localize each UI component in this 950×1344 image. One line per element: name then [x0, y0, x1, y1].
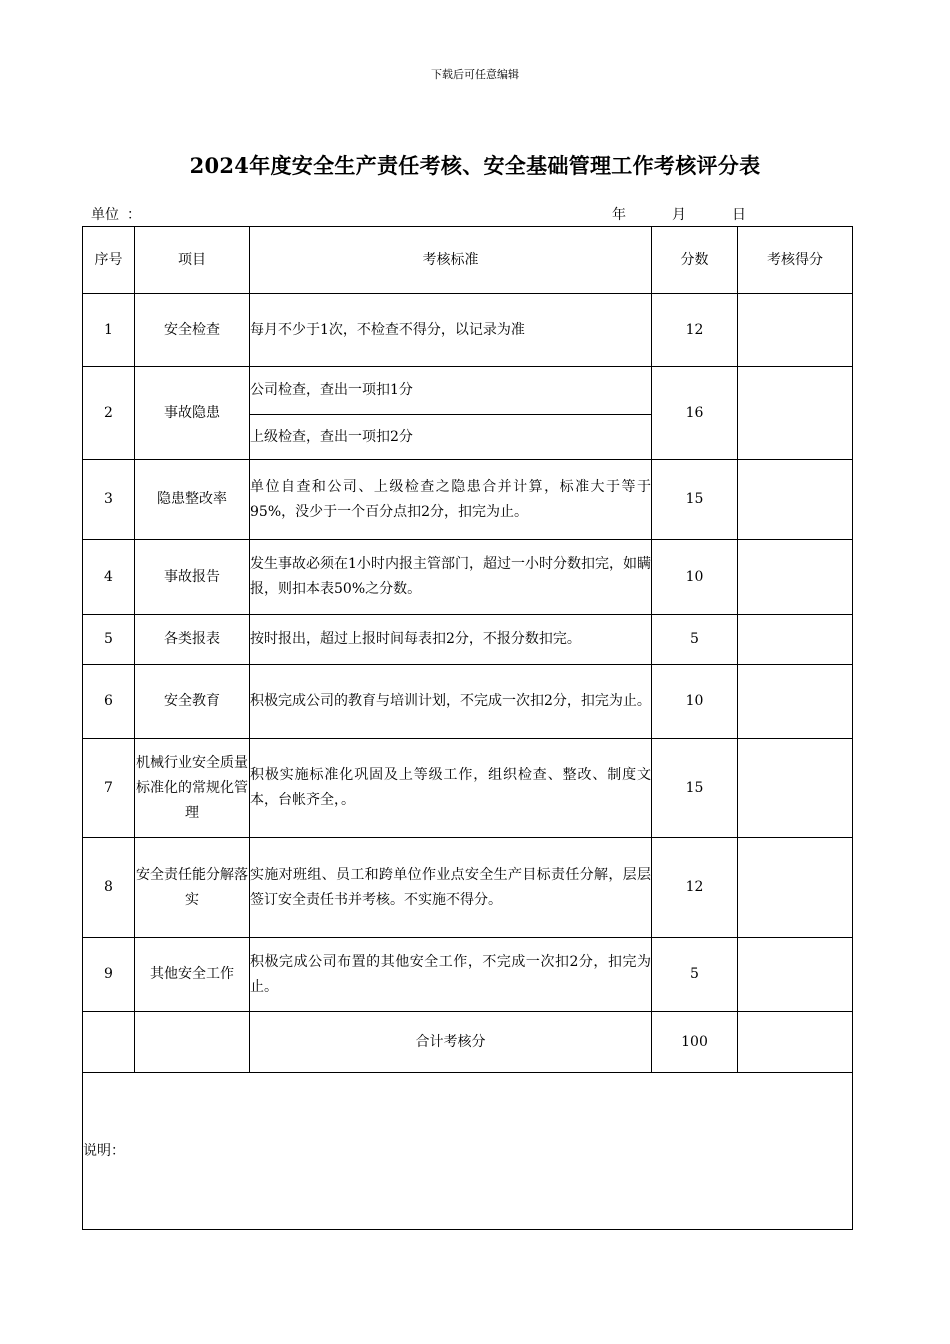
header-score: 分数 — [652, 227, 738, 294]
table-row — [83, 665, 853, 739]
header-item: 项目 — [135, 227, 250, 294]
row-no: 5 — [83, 615, 135, 665]
row-criteria: 积极完成公司布置的其他安全工作，不完成一次扣2分，扣完为止。 — [250, 938, 652, 1012]
total-label: 合计考核分 — [250, 1012, 652, 1073]
table-row — [83, 367, 853, 415]
unit-field — [91, 204, 141, 224]
unit-colon: ： — [127, 207, 141, 223]
table-row — [83, 739, 853, 838]
row-result-cell[interactable] — [738, 615, 853, 665]
row-score: 10 — [652, 540, 738, 615]
total-row — [83, 1012, 853, 1073]
row-no: 6 — [83, 665, 135, 739]
row-criteria: 上级检查，查出一项扣2分 — [250, 415, 652, 460]
row-score: 16 — [652, 367, 738, 460]
row-criteria: 单位自查和公司、上级检查之隐患合并计算，标准大于等于95%，没少于一个百分点扣2分，扣完为止。 — [250, 460, 652, 540]
row-item: 安全责任能分解落实 — [135, 838, 250, 938]
row-no: 3 — [83, 460, 135, 540]
total-no-cell — [83, 1012, 135, 1073]
table-row — [83, 838, 853, 938]
month-label: 月 — [672, 207, 686, 223]
row-no: 1 — [83, 294, 135, 367]
row-score: 10 — [652, 665, 738, 739]
year-label: 年 — [612, 207, 626, 223]
row-no: 9 — [83, 938, 135, 1012]
date-field — [612, 204, 746, 224]
row-score: 15 — [652, 460, 738, 540]
row-item: 安全检查 — [135, 294, 250, 367]
row-score: 12 — [652, 838, 738, 938]
row-item: 隐患整改率 — [135, 460, 250, 540]
table-row — [83, 615, 853, 665]
row-item: 事故隐患 — [135, 367, 250, 460]
row-score: 15 — [652, 739, 738, 838]
row-no: 2 — [83, 367, 135, 460]
total-score: 100 — [652, 1012, 738, 1073]
row-no: 4 — [83, 540, 135, 615]
row-result-cell[interactable] — [738, 938, 853, 1012]
row-criteria: 按时报出，超过上报时间每表扣2分，不报分数扣完。 — [250, 615, 652, 665]
table-row — [83, 938, 853, 1012]
row-criteria: 实施对班组、员工和跨单位作业点安全生产目标责任分解，层层签订安全责任书并考核。不实施不得分。 — [250, 838, 652, 938]
page-title: 2024年度安全生产责任考核、安全基础管理工作考核评分表 — [189, 153, 761, 178]
row-result-cell[interactable] — [738, 665, 853, 739]
day-label: 日 — [732, 207, 746, 223]
header-criteria: 考核标准 — [250, 227, 652, 294]
total-item-cell — [135, 1012, 250, 1073]
remark-label: 说明： — [83, 1142, 125, 1159]
row-item: 事故报告 — [135, 540, 250, 615]
total-result-cell[interactable] — [738, 1012, 853, 1073]
row-result-cell[interactable] — [738, 739, 853, 838]
table-header-row — [83, 227, 853, 294]
row-no: 7 — [83, 739, 135, 838]
row-result-cell[interactable] — [738, 838, 853, 938]
table-row — [83, 540, 853, 615]
header-result: 考核得分 — [738, 227, 853, 294]
row-result-cell[interactable] — [738, 460, 853, 540]
header-note: 下载后可任意编辑 — [431, 68, 519, 81]
table-row — [83, 460, 853, 540]
header-no: 序号 — [83, 227, 135, 294]
remark-row — [83, 1073, 853, 1230]
row-item: 机械行业安全质量标准化的常规化管理 — [135, 739, 250, 838]
remark-cell[interactable] — [83, 1073, 853, 1230]
row-score: 5 — [652, 615, 738, 665]
row-item: 其他安全工作 — [135, 938, 250, 1012]
row-criteria: 公司检查，查出一项扣1分 — [250, 367, 652, 415]
unit-label: 单位 — [91, 207, 119, 223]
row-criteria: 积极实施标准化巩固及上等级工作，组织检查、整改、制度文本，台帐齐全，。 — [250, 739, 652, 838]
row-criteria: 发生事故必须在1小时内报主管部门，超过一小时分数扣完，如瞒报，则扣本表50%之分数。 — [250, 540, 652, 615]
table-row — [83, 294, 853, 367]
row-score: 5 — [652, 938, 738, 1012]
row-item: 安全教育 — [135, 665, 250, 739]
score-table — [82, 226, 853, 1230]
row-result-cell[interactable] — [738, 294, 853, 367]
row-criteria: 每月不少于1次，不检查不得分，以记录为准 — [250, 294, 652, 367]
row-result-cell[interactable] — [738, 367, 853, 460]
row-item: 各类报表 — [135, 615, 250, 665]
row-no: 8 — [83, 838, 135, 938]
row-result-cell[interactable] — [738, 540, 853, 615]
row-criteria: 积极完成公司的教育与培训计划，不完成一次扣2分，扣完为止。 — [250, 665, 652, 739]
row-score: 12 — [652, 294, 738, 367]
